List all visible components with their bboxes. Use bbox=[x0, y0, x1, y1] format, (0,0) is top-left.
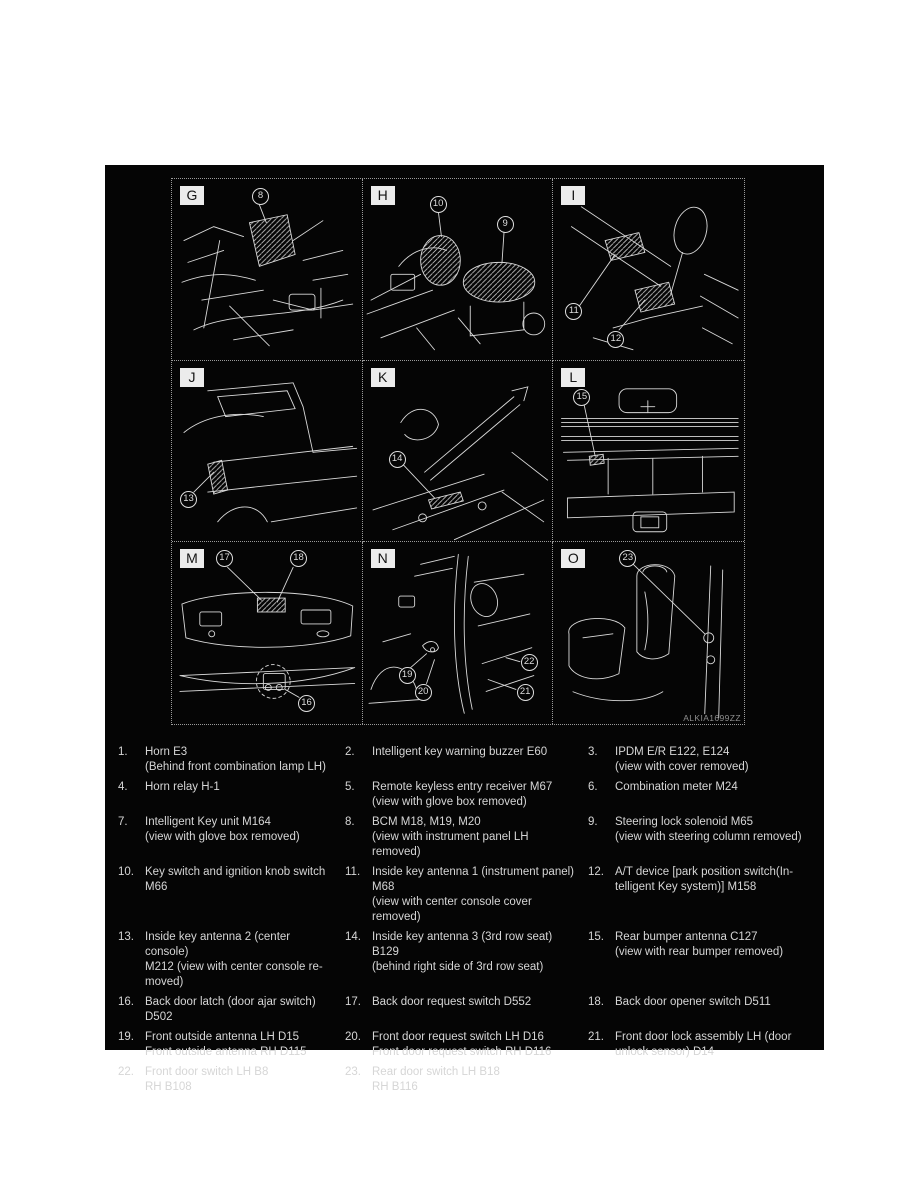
legend-item-number: 3. bbox=[588, 746, 598, 758]
legend-item bbox=[118, 995, 345, 1025]
legend-item bbox=[345, 815, 588, 860]
panel-m bbox=[172, 542, 363, 724]
panel-h bbox=[363, 179, 554, 361]
callout-19: 19 bbox=[399, 667, 416, 684]
callout-21: 21 bbox=[517, 684, 534, 701]
legend-line: telligent Key system)] M158 bbox=[615, 881, 757, 893]
panel-label: G bbox=[180, 186, 204, 205]
legend-line: M66 bbox=[145, 881, 168, 893]
legend-line: (view with glove box removed) bbox=[372, 796, 527, 808]
legend-item-number: 15. bbox=[588, 931, 604, 943]
legend-line: BCM M18, M19, M20 bbox=[372, 816, 481, 828]
legend-item bbox=[345, 1030, 588, 1060]
panel-label: N bbox=[371, 549, 395, 568]
legend-item bbox=[588, 780, 818, 810]
panel-label: I bbox=[561, 186, 585, 205]
legend-item-number: 20. bbox=[345, 1031, 361, 1043]
legend-item bbox=[345, 865, 588, 925]
legend-item-number: 8. bbox=[345, 816, 355, 828]
legend-line: Horn relay H-1 bbox=[145, 781, 220, 793]
legend-item-text bbox=[372, 930, 588, 975]
panel-i bbox=[553, 179, 744, 361]
legend-line: IPDM E/R E122, E124 bbox=[615, 746, 730, 758]
legend-line: Rear door switch LH B18 bbox=[372, 1066, 500, 1078]
legend-item-number: 12. bbox=[588, 866, 604, 878]
console-side-illustration bbox=[172, 361, 362, 542]
legend-item bbox=[588, 745, 818, 775]
callout-13: 13 bbox=[180, 491, 197, 508]
legend-item-text bbox=[372, 865, 588, 925]
legend-line: Back door opener switch D511 bbox=[615, 996, 771, 1008]
legend-item-text bbox=[372, 780, 588, 810]
panel-g bbox=[172, 179, 363, 361]
callout-15: 15 bbox=[573, 389, 590, 406]
legend-line: Combination meter M24 bbox=[615, 781, 738, 793]
legend-line: Intelligent key warning buzzer E60 bbox=[372, 746, 548, 758]
legend-line: A/T device [park position switch(In- bbox=[615, 866, 794, 878]
legend-line: Front door request switch LH D16 bbox=[372, 1031, 544, 1043]
callout-9: 9 bbox=[497, 216, 514, 233]
legend-item-number: 5. bbox=[345, 781, 355, 793]
legend-item-number: 14. bbox=[345, 931, 361, 943]
legend-item-number: 4. bbox=[118, 781, 128, 793]
legend-item-text bbox=[615, 780, 818, 795]
panel-label: M bbox=[180, 549, 204, 568]
legend-item-number: 21. bbox=[588, 1031, 604, 1043]
legend-item bbox=[118, 1065, 345, 1095]
legend-line: (view with rear bumper removed) bbox=[615, 946, 784, 958]
legend-line: Front outside antenna LH D15 bbox=[145, 1031, 300, 1043]
legend-line: Front door switch LH B8 bbox=[145, 1066, 269, 1078]
legend-line: Back door request switch D552 bbox=[372, 996, 532, 1008]
legend-item-text bbox=[615, 1030, 818, 1060]
legend-item bbox=[345, 995, 588, 1025]
legend-item-text bbox=[145, 1030, 345, 1060]
legend-line: (behind right side of 3rd row seat) bbox=[372, 961, 544, 973]
panel-label: L bbox=[561, 368, 585, 387]
steering-column-illustration bbox=[363, 179, 553, 360]
panel-label: J bbox=[180, 368, 204, 387]
legend-line: Key switch and ignition knob switch bbox=[145, 866, 326, 878]
callout-10: 10 bbox=[430, 196, 447, 213]
legend-item bbox=[588, 815, 818, 860]
legend-item bbox=[345, 1065, 588, 1095]
callout-22: 22 bbox=[521, 654, 538, 671]
legend-line: (view with cover removed) bbox=[615, 761, 749, 773]
legend-line: unlock sensor) D14 bbox=[615, 1046, 715, 1058]
legend-line: Remote keyless entry receiver M67 bbox=[372, 781, 553, 793]
legend bbox=[118, 745, 818, 1095]
legend-item-number: 23. bbox=[345, 1066, 361, 1078]
legend-item-number: 10. bbox=[118, 866, 134, 878]
legend-item-text bbox=[145, 930, 345, 990]
legend-line: RH B108 bbox=[145, 1081, 192, 1093]
legend-item-text bbox=[615, 930, 818, 960]
rear-seat-illustration bbox=[553, 542, 744, 724]
callout-12: 12 bbox=[607, 331, 624, 348]
legend-line: Inside key antenna 2 (center console) bbox=[145, 931, 291, 958]
legend-item-text bbox=[615, 865, 818, 895]
legend-line: D502 bbox=[145, 1011, 173, 1023]
legend-line: (view with center console cover removed) bbox=[372, 896, 532, 923]
callout-16: 16 bbox=[298, 695, 315, 712]
panel-n bbox=[363, 542, 554, 724]
legend-line: M68 bbox=[372, 881, 395, 893]
callout-14: 14 bbox=[389, 451, 406, 468]
back-door-illustration bbox=[172, 542, 362, 724]
legend-line: Horn E3 bbox=[145, 746, 188, 758]
legend-item bbox=[118, 865, 345, 925]
legend-line: RH B116 bbox=[372, 1081, 418, 1093]
legend-item-text bbox=[145, 745, 345, 775]
legend-line: Intelligent Key unit M164 bbox=[145, 816, 271, 828]
panel-j bbox=[172, 361, 363, 543]
legend-item-text bbox=[372, 815, 588, 860]
legend-item-number: 19. bbox=[118, 1031, 134, 1043]
dash-structure-illustration bbox=[172, 179, 362, 360]
legend-item-text bbox=[145, 995, 345, 1025]
callout-17: 17 bbox=[216, 550, 233, 567]
legend-item-number: 6. bbox=[588, 781, 598, 793]
panel-label: O bbox=[561, 549, 585, 568]
legend-item-text bbox=[372, 995, 588, 1010]
legend-item-number: 2. bbox=[345, 746, 355, 758]
legend-item-number: 16. bbox=[118, 996, 134, 1008]
legend-line: (view with instrument panel LH removed) bbox=[372, 831, 529, 858]
legend-item-text bbox=[372, 1030, 588, 1060]
legend-item-number: 7. bbox=[118, 816, 128, 828]
legend-item-text bbox=[145, 815, 345, 845]
legend-line: Inside key antenna 3 (3rd row seat) B129 bbox=[372, 931, 553, 958]
callout-20: 20 bbox=[415, 684, 432, 701]
panel-label: H bbox=[371, 186, 395, 205]
legend-line: Front door request switch RH D116 bbox=[372, 1046, 552, 1058]
legend-line: (view with steering column removed) bbox=[615, 831, 802, 843]
legend-item bbox=[588, 930, 818, 990]
legend-line: Inside key antenna 1 (instrument panel) bbox=[372, 866, 575, 878]
legend-line: Steering lock solenoid M65 bbox=[615, 816, 754, 828]
legend-item-text bbox=[372, 745, 588, 760]
legend-item bbox=[118, 780, 345, 810]
legend-item-number: 13. bbox=[118, 931, 134, 943]
legend-item-text bbox=[615, 815, 818, 845]
legend-item-text bbox=[615, 745, 818, 775]
legend-line: moved) bbox=[145, 976, 184, 988]
legend-item-number: 17. bbox=[345, 996, 361, 1008]
shifter-console-illustration bbox=[553, 179, 744, 360]
panel-k bbox=[363, 361, 554, 543]
legend-line: Back door latch (door ajar switch) bbox=[145, 996, 316, 1008]
legend-line: (view with glove box removed) bbox=[145, 831, 300, 843]
legend-item bbox=[345, 745, 588, 775]
panel-l bbox=[553, 361, 744, 543]
legend-item bbox=[588, 995, 818, 1025]
legend-item bbox=[345, 930, 588, 990]
callout-11: 11 bbox=[565, 303, 582, 320]
legend-item-text bbox=[615, 995, 818, 1010]
legend-item-number: 11. bbox=[345, 866, 361, 878]
callout-8: 8 bbox=[252, 188, 269, 205]
legend-item-number: 18. bbox=[588, 996, 604, 1008]
component-location-figure bbox=[105, 165, 824, 1093]
legend-item bbox=[118, 930, 345, 990]
legend-line: Front door lock assembly LH (door bbox=[615, 1031, 792, 1043]
legend-item-text bbox=[372, 1065, 588, 1095]
legend-item-number: 9. bbox=[588, 816, 598, 828]
legend-item bbox=[118, 1030, 345, 1060]
legend-item-number: 22. bbox=[118, 1066, 134, 1078]
legend-item bbox=[588, 1030, 818, 1060]
legend-item bbox=[118, 815, 345, 860]
legend-item-text bbox=[145, 1065, 345, 1095]
legend-line: M212 (view with center console re- bbox=[145, 961, 323, 973]
panel-o bbox=[553, 542, 744, 724]
callout-23: 23 bbox=[619, 550, 636, 567]
legend-item-text bbox=[145, 780, 345, 795]
panel-label: K bbox=[371, 368, 395, 387]
legend-line: Front outside antenna RH D115 bbox=[145, 1046, 307, 1058]
legend-line: Rear bumper antenna C127 bbox=[615, 931, 758, 943]
legend-line: (Behind front combination lamp LH) bbox=[145, 761, 326, 773]
legend-item bbox=[118, 745, 345, 775]
callout-18: 18 bbox=[290, 550, 307, 567]
third-row-seat-illustration bbox=[363, 361, 553, 542]
legend-item bbox=[588, 865, 818, 925]
figure-code: ALKIA1699ZZ bbox=[683, 713, 741, 723]
legend-item-text bbox=[145, 865, 345, 895]
legend-item bbox=[345, 780, 588, 810]
rear-bumper-illustration bbox=[553, 361, 744, 542]
legend-item-number: 1. bbox=[118, 746, 128, 758]
diagram-grid bbox=[171, 178, 745, 725]
